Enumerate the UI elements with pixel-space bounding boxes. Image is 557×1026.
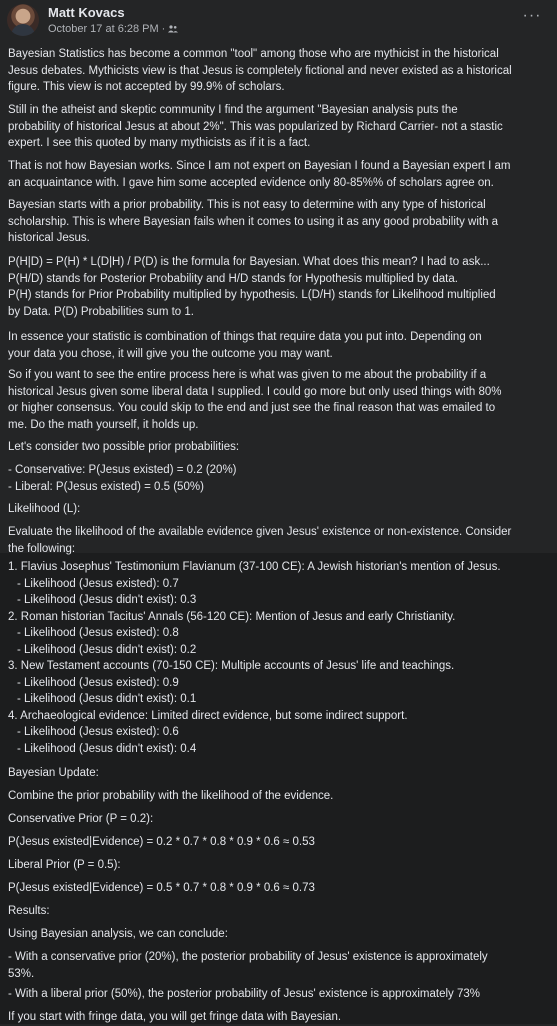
timestamp[interactable]: October 17 at 6:28 PM <box>48 23 159 35</box>
likelihood-not-existed: - Likelihood (Jesus didn't exist): 0.4 <box>17 742 197 755</box>
list-item <box>8 658 550 708</box>
more-options-icon[interactable]: ··· <box>522 7 542 24</box>
avatar-figure <box>11 24 35 36</box>
result-line: - With a liberal prior (50%), the posterior probability of Jesus' existence is approximately 73% <box>8 988 480 1000</box>
post-header <box>0 0 557 44</box>
paragraph: Bayesian Statistics has become a common "tool" among those who are mythicist in the historical Jesus debates. Mythicists view is that Jesus is completely fictional and never existed as a historical figure. This view is not accepted by 99.9% of scholars. <box>8 48 512 93</box>
evidence-title: 1. Flavius Josephus' Testimonium Flavianum (37-100 CE): A Jewish historian's mention of Jesus. <box>8 561 501 573</box>
list-item <box>8 559 550 609</box>
paragraph: P(H|D) = P(H) * L(D|H) / P(D) is the formula for Bayesian. What does this mean? I had to ask... P(H/D) stands for Posterior Probability and H/D stands for Hypothesis multiplied by data. P(H) stands for Prior Probability multiplied by hypothesis. L(D/H) stands for Likelihood multiplied by Data. P(D) Probabilities sum to 1. <box>8 256 496 318</box>
likelihood-not-existed: - Likelihood (Jesus didn't exist): 0.3 <box>17 594 197 606</box>
likelihood-existed: - Likelihood (Jesus existed): 0.8 <box>17 627 179 639</box>
paragraph: - Conservative: P(Jesus existed) = 0.2 (20%) - Liberal: P(Jesus existed) = 0.5 (50%) <box>8 464 237 493</box>
result-line: - With a conservative prior (20%), the posterior probability of Jesus' existence is approximately 53%. <box>8 951 488 980</box>
paragraph: Bayesian starts with a prior probability. This is not easy to determine with any type of historical scholarship. This is where Bayesian fails when it comes to using it as any good probability with a historical Jesus. <box>8 199 499 244</box>
post-meta <box>48 23 178 35</box>
section-heading: Bayesian Update: <box>8 767 99 779</box>
paragraph: In essence your statistic is combination of things that require data you put into. Depending on your data you chose, it will give you the outcome you may want. <box>8 331 482 360</box>
meta-separator: · <box>161 23 166 35</box>
evidence-title: 2. Roman historian Tacitus' Annals (56-120 CE): Mention of Jesus and early Christianity. <box>8 610 456 623</box>
likelihood-existed: - Likelihood (Jesus existed): 0.9 <box>17 676 179 689</box>
paragraph: Combine the prior probability with the likelihood of the evidence. <box>8 790 334 802</box>
likelihood-existed: - Likelihood (Jesus existed): 0.6 <box>17 726 179 738</box>
friends-icon[interactable] <box>168 25 178 33</box>
paragraph: That is not how Bayesian works. Since I am not expert on Bayesian I found a Bayesian expert I am an acquaintance with. I gave him some accepted evidence only 80-85%% of scholars agree on. <box>8 160 511 189</box>
paragraph: Evaluate the likelihood of the available evidence given Jesus' existence or non-existence. Consider the following: <box>8 526 512 555</box>
evidence-title: 3. New Testament accounts (70-150 CE): Multiple accounts of Jesus' life and teachings. <box>8 660 455 672</box>
paragraph: Let's consider two possible prior probabilities: <box>8 441 240 453</box>
formula: P(Jesus existed|Evidence) = 0.2 * 0.7 * 0.8 * 0.9 * 0.6 ≈ 0.53 <box>8 836 315 848</box>
paragraph: Still in the atheist and skeptic community I find the argument "Bayesian analysis puts the probability of historical Jesus at about 2%". This was popularized by Richard Carrier- not a stastic expert. I see this quoted by many mythicists as if it is a fact. <box>8 104 503 149</box>
likelihood-not-existed: - Likelihood (Jesus didn't exist): 0.2 <box>17 643 197 656</box>
list-item <box>8 708 550 758</box>
likelihood-not-existed: - Likelihood (Jesus didn't exist): 0.1 <box>17 693 197 705</box>
closing-line: If you start with fringe data, you will get fringe data with Bayesian. <box>8 1011 342 1023</box>
formula: P(Jesus existed|Evidence) = 0.5 * 0.7 * 0.8 * 0.9 * 0.6 ≈ 0.73 <box>8 882 315 894</box>
evidence-title: 4. Archaeological evidence: Limited direct evidence, but some indirect support. <box>8 709 408 722</box>
list-item <box>8 609 550 659</box>
likelihood-existed: - Likelihood (Jesus existed): 0.7 <box>17 577 179 590</box>
paragraph: Likelihood (L): <box>8 503 81 515</box>
author-name[interactable]: Matt Kovacs <box>48 5 125 20</box>
section-heading: Results: <box>8 905 50 917</box>
evidence-list <box>8 559 550 757</box>
paragraph: So if you want to see the entire process here is what was given to me about the probability if a historical Jesus given some liberal data I supplied. I could go more but only used things with 80% or higher consensus. You could skip to the end and just see the final reason that was emailed to me. Do the math yourself, it holds up. <box>8 369 502 431</box>
prior-label: Conservative Prior (P = 0.2): <box>8 813 154 825</box>
prior-label: Liberal Prior (P = 0.5): <box>8 859 121 871</box>
avatar[interactable] <box>7 4 39 36</box>
paragraph: Using Bayesian analysis, we can conclude: <box>8 928 228 940</box>
